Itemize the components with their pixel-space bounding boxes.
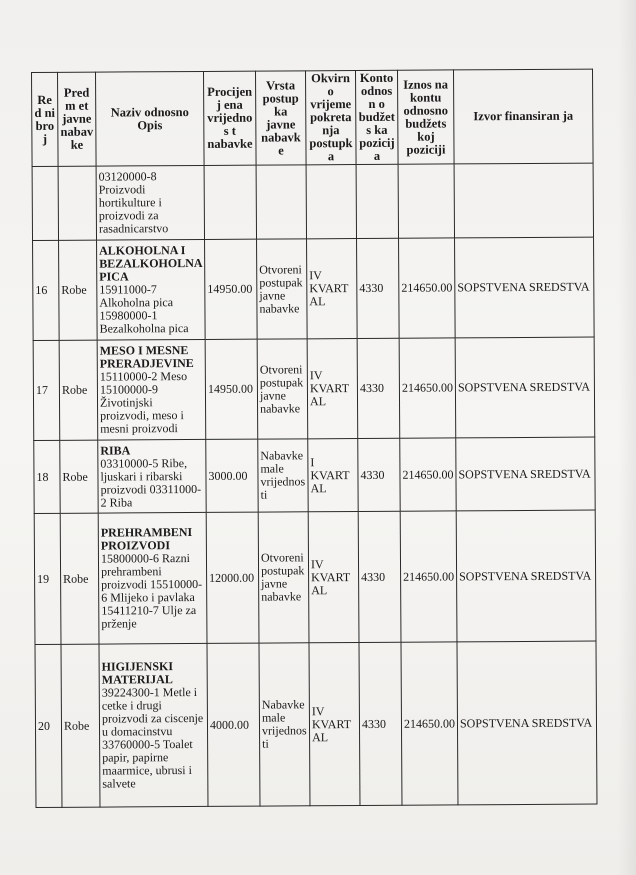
cell-konto: 4330 [359, 642, 402, 805]
cell-naziv [97, 339, 206, 440]
item-title: RIBA [100, 442, 131, 458]
cell-konto: 4330 [357, 338, 400, 438]
cell-okvirno: IV KVARTAL [307, 239, 358, 339]
cell-procijenjena [204, 165, 256, 239]
cell-naziv [96, 165, 204, 240]
cell-procijenjena: 3000.00 [206, 439, 258, 512]
cell-iznos: 214650.00 [399, 238, 456, 338]
item-title: ALKOHOLNA I BEZALKOHOLNA PICA [99, 243, 202, 284]
cell-nr: 16 [33, 240, 60, 340]
table-row [33, 237, 595, 340]
cell-naziv [98, 439, 206, 513]
header-redni-broj: Red ni broj [32, 72, 59, 166]
header-naziv: Naziv odnosno Opis [96, 71, 205, 166]
header-predmet: Predm et javne nabav ke [58, 72, 97, 166]
cell-vrsta: Nabavke male vrijednosti [259, 643, 310, 806]
item-description: 15911000-7 Alkoholna pica 15980000-1 Bezalkoholna pica [99, 282, 189, 336]
table-row [34, 510, 596, 644]
cell-iznos [398, 164, 454, 238]
cell-predmet: Robe [60, 440, 98, 513]
cell-konto: 4330 [358, 511, 401, 642]
cell-izvor: SOPSTVENA SREDSTVA [455, 237, 595, 338]
table-row [33, 337, 595, 440]
cell-izvor [454, 163, 593, 238]
cell-okvirno [306, 165, 356, 239]
item-description: 15800000-6 Razni prehrambeni proizvodi 15510000-6 Mlijeko i pavlaka 15411210-7 Ulje za prženje [100, 551, 203, 631]
cell-nr [32, 166, 58, 240]
table-row [34, 437, 595, 513]
cell-naziv [98, 512, 207, 644]
cell-konto [356, 164, 398, 238]
cell-vrsta: Nabavke male vrijednosti [258, 439, 308, 512]
item-title: HIGIJENSKI MATERIJAL [101, 659, 174, 687]
cell-okvirno: IV KVARTAL [308, 512, 359, 643]
cell-izvor: SOPSTVENA SREDSTVA [457, 641, 597, 805]
cell-predmet: Robe [59, 340, 98, 440]
cell-okvirno: IV KVARTAL [309, 643, 360, 806]
cell-vrsta: Otvoreni postupak javne nabavke [258, 512, 309, 643]
item-description: 39224300-1 Metle i cetke i drugi proizvodi za ciscenje u domacinstvu 33760000-5 Toalet papir, papirne maarmice, ubrusi i salvete [101, 684, 204, 791]
cell-konto: 4330 [357, 238, 400, 338]
cell-nr: 18 [34, 440, 60, 513]
table-row [35, 641, 597, 807]
header-konto: Konto odnosn o budžets ka pozicija [355, 70, 398, 164]
header-izvor: Izvor finansiran ja [453, 69, 593, 164]
cell-izvor: SOPSTVENA SREDSTVA [456, 437, 595, 511]
table-header-row [32, 69, 594, 166]
header-iznos: Iznos na kontu odnosno budžets koj poziciji [397, 70, 454, 164]
cell-izvor: SOPSTVENA SREDSTVA [456, 510, 596, 642]
cell-izvor: SOPSTVENA SREDSTVA [455, 337, 595, 438]
paper-edge-shadow [618, 0, 636, 875]
cell-procijenjena: 14950.00 [205, 339, 258, 439]
cell-iznos: 214650.00 [400, 438, 456, 511]
cell-predmet: Robe [61, 644, 100, 807]
cell-predmet [58, 166, 96, 240]
header-procijenjena: Procijenj ena vrijednos t nabavke [203, 71, 256, 165]
cell-naziv [99, 643, 208, 807]
cell-naziv [97, 239, 206, 340]
cell-nr: 19 [34, 513, 61, 644]
header-vrsta: Vrsta postup ka javne nabavk e [255, 71, 306, 165]
cell-procijenjena: 14950.00 [205, 239, 258, 339]
item-title: MESO I MESNE PRERADJEVINE [99, 343, 194, 371]
cell-predmet: Robe [60, 513, 99, 644]
table-row [32, 163, 593, 240]
cell-nr: 17 [33, 340, 60, 440]
cell-vrsta [256, 165, 306, 239]
cell-okvirno: I KVARTAL [308, 439, 358, 512]
cell-iznos: 214650.00 [399, 338, 456, 438]
cell-predmet: Robe [59, 240, 98, 340]
cell-iznos: 214650.00 [401, 642, 458, 805]
cell-vrsta: Otvoreni postupak javne nabavke [257, 339, 308, 439]
cell-vrsta: Otvoreni postupak javne nabavke [257, 239, 308, 339]
cell-konto: 4330 [358, 438, 400, 511]
cell-iznos: 214650.00 [400, 511, 457, 642]
header-okvirno: Okvirno vrijeme pokreta nja postupk a [305, 71, 356, 165]
item-description: 15110000-2 Meso 15100000-9 Životinjski proizvodi, meso i mesni proizvodi [99, 369, 188, 436]
cell-nr: 20 [35, 644, 62, 807]
item-description: 03120000-8 Proizvodi hortikulture i proizvodi za rasadnicarstvo [98, 169, 169, 236]
procurement-plan-table [31, 69, 597, 808]
item-description: 03310000-5 Ribe, ljuskari i ribarski proizvodi 03311000-2 Riba [100, 455, 202, 510]
cell-procijenjena: 12000.00 [206, 512, 259, 643]
item-title: PREHRAMBENI PROIZVODI [100, 525, 193, 553]
cell-okvirno: IV KVARTAL [307, 339, 358, 439]
cell-procijenjena: 4000.00 [207, 643, 260, 806]
